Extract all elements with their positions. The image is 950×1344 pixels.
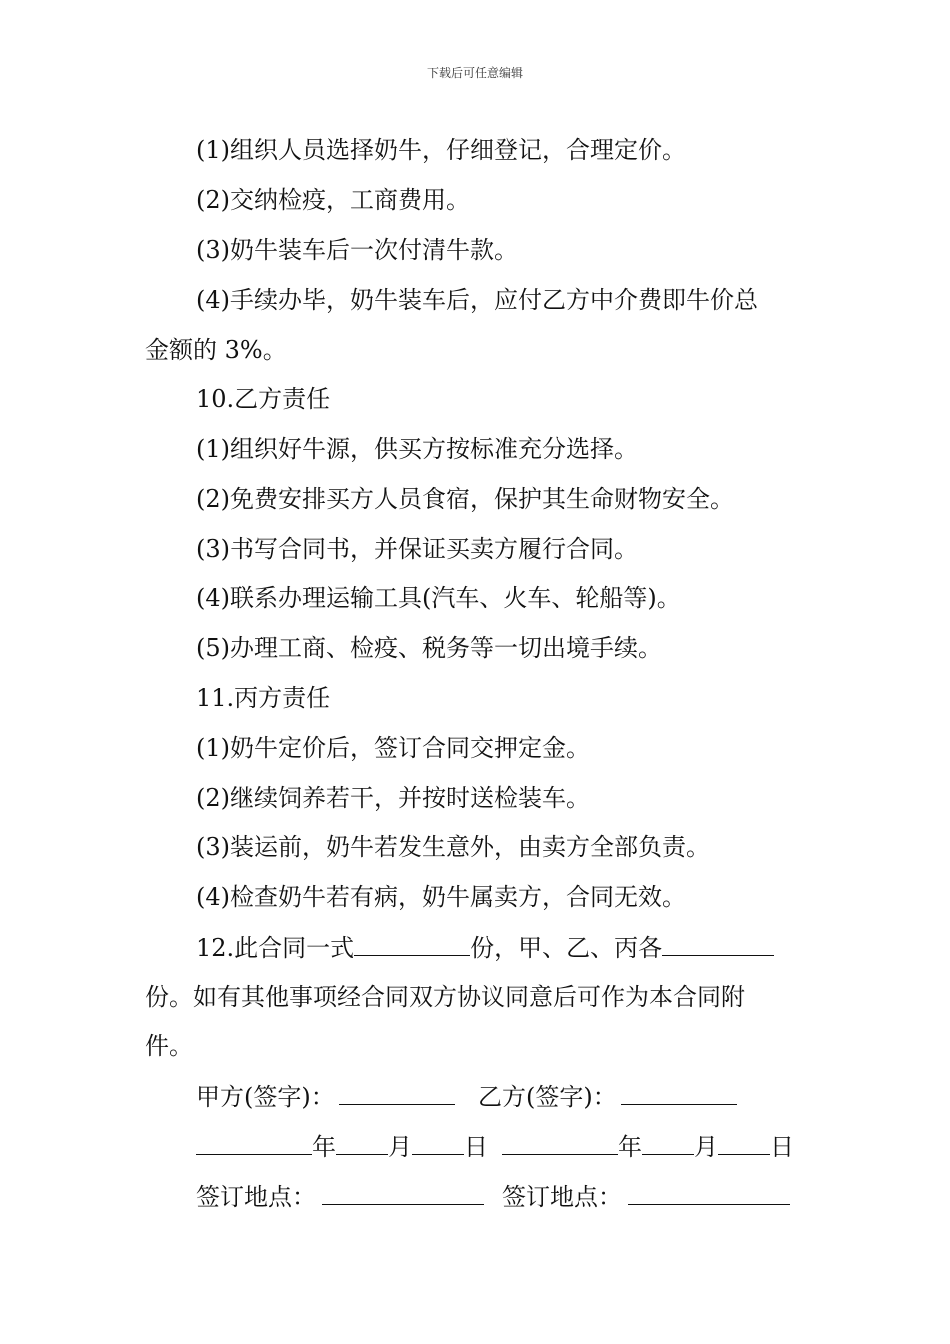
text-line: (2)免费安排买方人员食宿，保护其生命财物安全。 xyxy=(196,485,734,513)
party-b-sign-blank[interactable] xyxy=(621,1080,737,1105)
place-a-label: 签订地点： xyxy=(196,1183,316,1211)
party-a-sign-blank[interactable] xyxy=(339,1080,455,1105)
month-label: 月 xyxy=(388,1133,412,1161)
place-a-blank[interactable] xyxy=(322,1180,484,1205)
year-label: 年 xyxy=(312,1133,336,1161)
text-line: (3)奶牛装车后一次付清牛款。 xyxy=(196,236,518,264)
text-line: (4)联系办理运输工具(汽车、火车、轮船等)。 xyxy=(196,584,681,612)
text-line: (5)办理工商、检疫、税务等一切出境手续。 xyxy=(196,634,662,662)
text-line: (1)组织人员选择奶牛，仔细登记，合理定价。 xyxy=(196,136,686,164)
day-blank[interactable] xyxy=(412,1130,464,1155)
place-b-label: 签订地点： xyxy=(502,1183,622,1211)
text-line: (3)装运前，奶牛若发生意外，由卖方全部负责。 xyxy=(196,833,710,861)
day-blank[interactable] xyxy=(718,1130,770,1155)
month-blank[interactable] xyxy=(336,1130,388,1155)
date-party-a xyxy=(196,1130,488,1163)
section-heading: 11.丙方责任 xyxy=(196,684,331,712)
each-copies-blank[interactable] xyxy=(662,931,774,956)
month-label: 月 xyxy=(694,1133,718,1161)
section-heading: 10.乙方责任 xyxy=(196,385,331,413)
text-line: (4)检查奶牛若有病，奶牛属卖方，合同无效。 xyxy=(196,883,686,911)
clause-12-text-a: 12.此合同一式 xyxy=(196,934,355,962)
text-line: (2)继续饲养若干，并按时送检装车。 xyxy=(196,784,590,812)
month-blank[interactable] xyxy=(642,1130,694,1155)
text-line: 金额的 3%。 xyxy=(145,336,287,364)
signature-party-a xyxy=(196,1080,455,1113)
day-label: 日 xyxy=(770,1133,794,1161)
signature-party-b xyxy=(478,1080,737,1113)
text-line: (2)交纳检疫，工商费用。 xyxy=(196,186,470,214)
signing-place-a xyxy=(196,1180,484,1213)
place-b-blank[interactable] xyxy=(628,1180,790,1205)
clause-12-text-b: 份，甲、乙、丙各 xyxy=(470,934,663,962)
day-label: 日 xyxy=(464,1133,488,1161)
year-blank[interactable] xyxy=(196,1130,312,1155)
text-line: (4)手续办毕，奶牛装车后，应付乙方中介费即牛价总 xyxy=(196,286,758,314)
page-header: 下载后可任意编辑 xyxy=(426,66,523,80)
text-line: (1)奶牛定价后，签订合同交押定金。 xyxy=(196,734,590,762)
party-b-label: 乙方(签字)： xyxy=(478,1083,617,1111)
clause-12-line-3: 件。 xyxy=(145,1032,193,1060)
year-blank[interactable] xyxy=(502,1130,618,1155)
signing-place-b xyxy=(502,1180,790,1213)
date-party-b xyxy=(502,1130,794,1163)
clause-12-line-2: 份。如有其他事项经合同双方协议同意后可作为本合同附 xyxy=(145,983,745,1011)
year-label: 年 xyxy=(618,1133,642,1161)
party-a-label: 甲方(签字)： xyxy=(196,1083,335,1111)
clause-12-line-1 xyxy=(196,931,774,964)
text-line: (1)组织好牛源，供买方按标准充分选择。 xyxy=(196,435,638,463)
copies-blank[interactable] xyxy=(354,931,470,956)
text-line: (3)书写合同书，并保证买卖方履行合同。 xyxy=(196,535,638,563)
